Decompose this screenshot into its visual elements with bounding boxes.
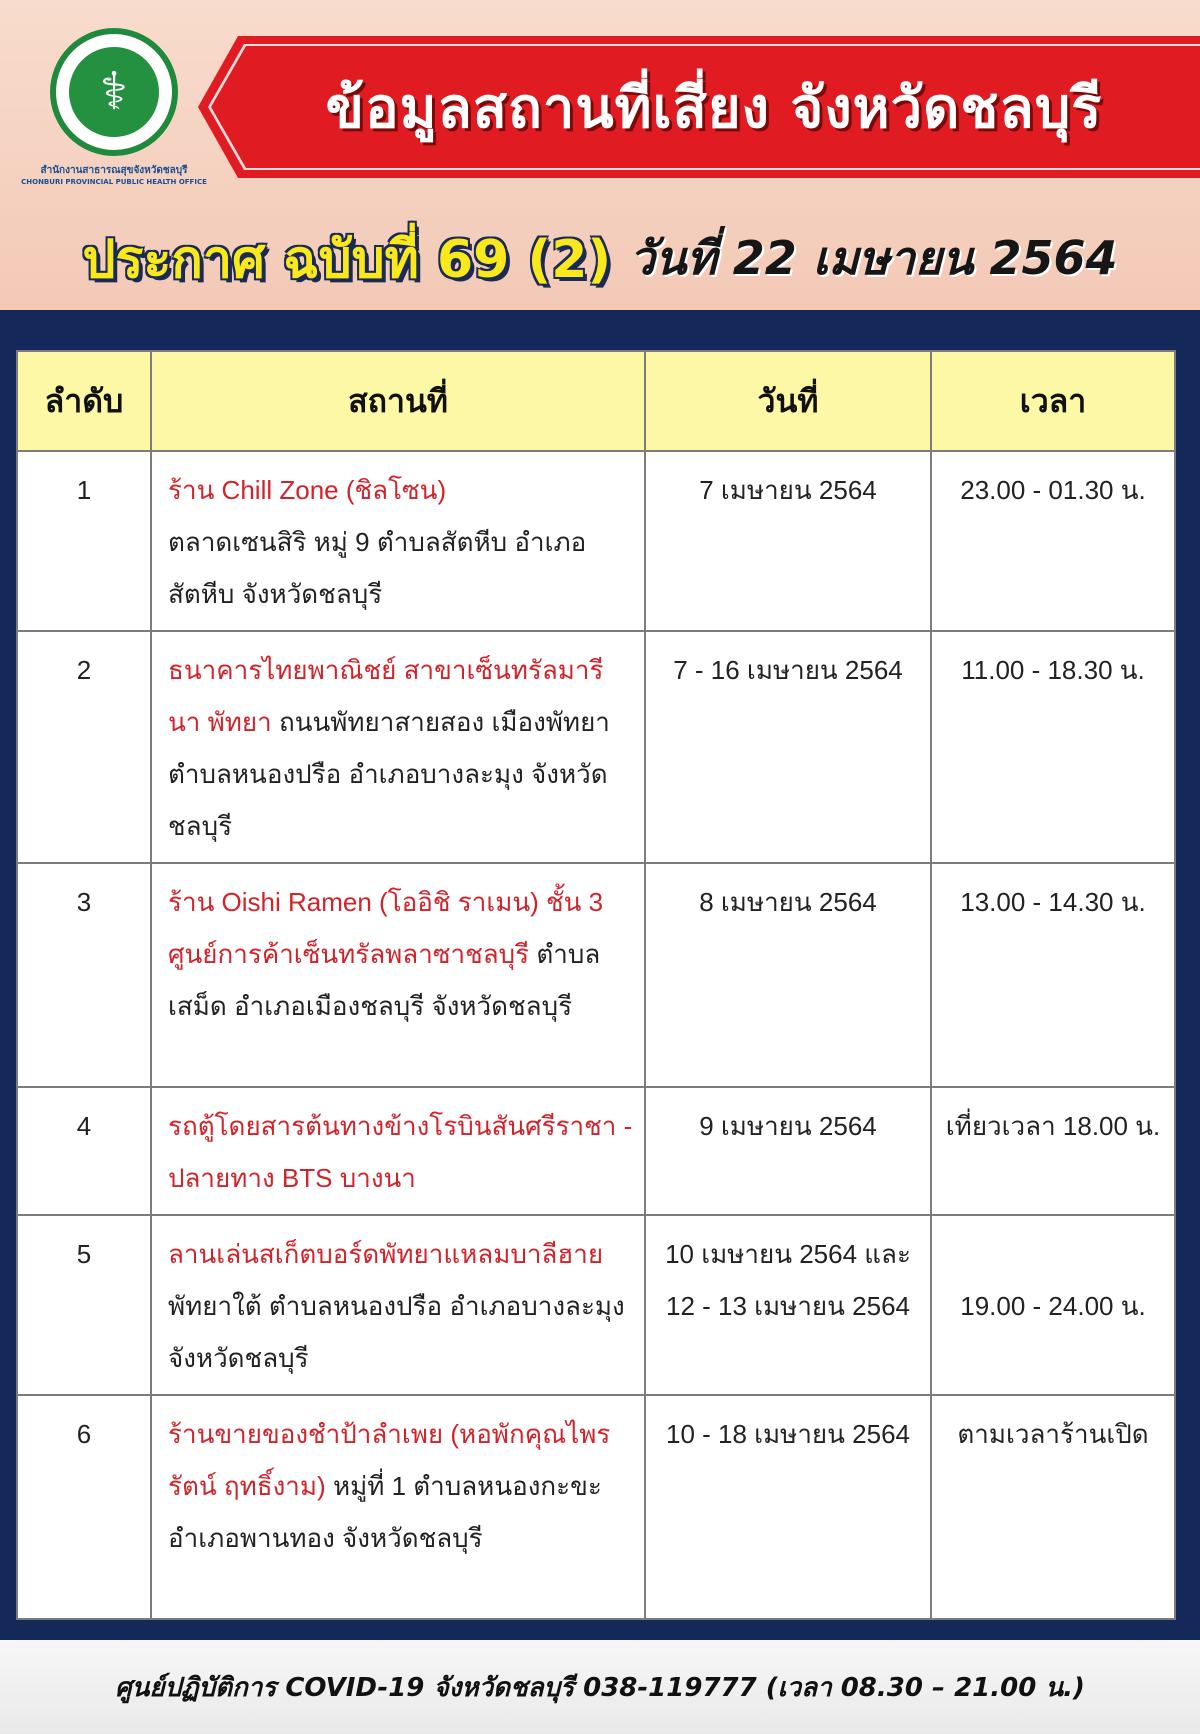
header-place: สถานที่ [151,351,645,451]
announcement-number: ประกาศ ฉบับที่ 69 (2) [82,229,612,290]
row-date: 8 เมษายน 2564 [645,863,931,1087]
announcement-date: วันที่ 22 เมษายน 2564 [629,230,1118,285]
row-time: เที่ยวเวลา 18.00 น. [931,1087,1175,1215]
place-address: ตลาดเซนสิริ หมู่ 9 ตำบลสัตหีบ อำเภอสัตหีบ จังหวัดชลบุรี [168,527,587,609]
logo-office-en: CHONBURI PROVINCIAL PUBLIC HEALTH OFFICE [21,177,207,186]
row-number: 6 [17,1395,151,1619]
row-time: ตามเวลาร้านเปิด [931,1395,1175,1619]
page-title: ข้อมูลสถานที่เสี่ยง จังหวัดชลบุรี [325,75,1103,141]
row-place [151,1087,645,1215]
row-date: 9 เมษายน 2564 [645,1087,931,1215]
place-name: ร้าน Oishi Ramen (โออิชิ ราเมน) ชั้น 3 ศูนย์การค้าเซ็นทรัลพลาซาชลบุรี [168,887,604,969]
ministry-logo [14,28,207,194]
row-time: 11.00 - 18.30 น. [931,631,1175,863]
content-panel [0,310,1200,1640]
row-number: 5 [17,1215,151,1395]
place-name: ลานเล่นสเก็ตบอร์ดพัทยาแหลมบาลีฮาย [168,1239,604,1269]
place-name: ร้านขายของชำป้าลำเพย (หอพักคุณไพรรัตน์ ฤทธิ์งาม) [168,1419,611,1501]
footer [0,1640,1200,1734]
header-order: ลำดับ [17,351,151,451]
row-time: 19.00 - 24.00 น. [931,1215,1175,1395]
place-name: ร้าน Chill Zone (ชิลโซน) [168,475,447,505]
row-date: 7 เมษายน 2564 [645,451,931,631]
row-number: 1 [17,451,151,631]
row-number: 2 [17,631,151,863]
header-time: เวลา [931,351,1175,451]
logo-office-th: สำนักงานสาธารณสุขจังหวัดชลบุรี [40,165,188,176]
row-date: 7 - 16 เมษายน 2564 [645,631,931,863]
logo-seal [50,28,178,156]
row-time: 23.00 - 01.30 น. [931,451,1175,631]
row-place [151,451,645,631]
row-date: 10 - 18 เมษายน 2564 [645,1395,931,1619]
place-address: ถนนพัทยาสายสอง เมืองพัทยา ตำบลหนองปรือ อำเภอบางละมุง จังหวัดชลบุรี [168,707,610,841]
table-row [17,1215,1175,1395]
table-row [17,1087,1175,1215]
place-name: ธนาคารไทยพาณิชย์ สาขาเซ็นทรัลมารีนา พัทยา [168,655,604,737]
row-number: 3 [17,863,151,1087]
title-banner [198,36,1200,178]
row-place [151,1215,645,1395]
row-place [151,863,645,1087]
row-time: 13.00 - 14.30 น. [931,863,1175,1087]
table-row [17,1395,1175,1619]
table-row [17,451,1175,631]
hotline-text: ศูนย์ปฏิบัติการ COVID-19 จังหวัดชลบุรี 038-119777 (เวลา 08.30 – 21.00 น.) [115,1672,1085,1703]
table-header-row [17,351,1175,451]
risk-places-table [16,350,1176,1620]
announcement-line [0,218,1200,298]
row-place [151,631,645,863]
header [0,0,1200,310]
risk-places-table-wrap [16,350,1174,1620]
table-row [17,631,1175,863]
row-place [151,1395,645,1619]
row-date: 10 เมษายน 2564 และ 12 - 13 เมษายน 2564 [645,1215,931,1395]
place-address: พัทยาใต้ ตำบลหนองปรือ อำเภอบางละมุง จังหวัดชลบุรี [168,1291,625,1373]
header-date: วันที่ [645,351,931,451]
table-row [17,863,1175,1087]
place-name: รถตู้โดยสารต้นทางข้างโรบินสันศรีราชา - ปลายทาง BTS บางนา [168,1111,633,1193]
caduceus-icon: ⚕ [66,44,162,140]
place-address: หมู่ที่ 1 ตำบลหนองกะขะ อำเภอพานทอง จังหวัดชลบุรี [168,1471,602,1553]
place-address: ตำบลเสม็ด อำเภอเมืองชลบุรี จังหวัดชลบุรี [168,939,601,1021]
row-number: 4 [17,1087,151,1215]
logo-caption [14,164,214,187]
